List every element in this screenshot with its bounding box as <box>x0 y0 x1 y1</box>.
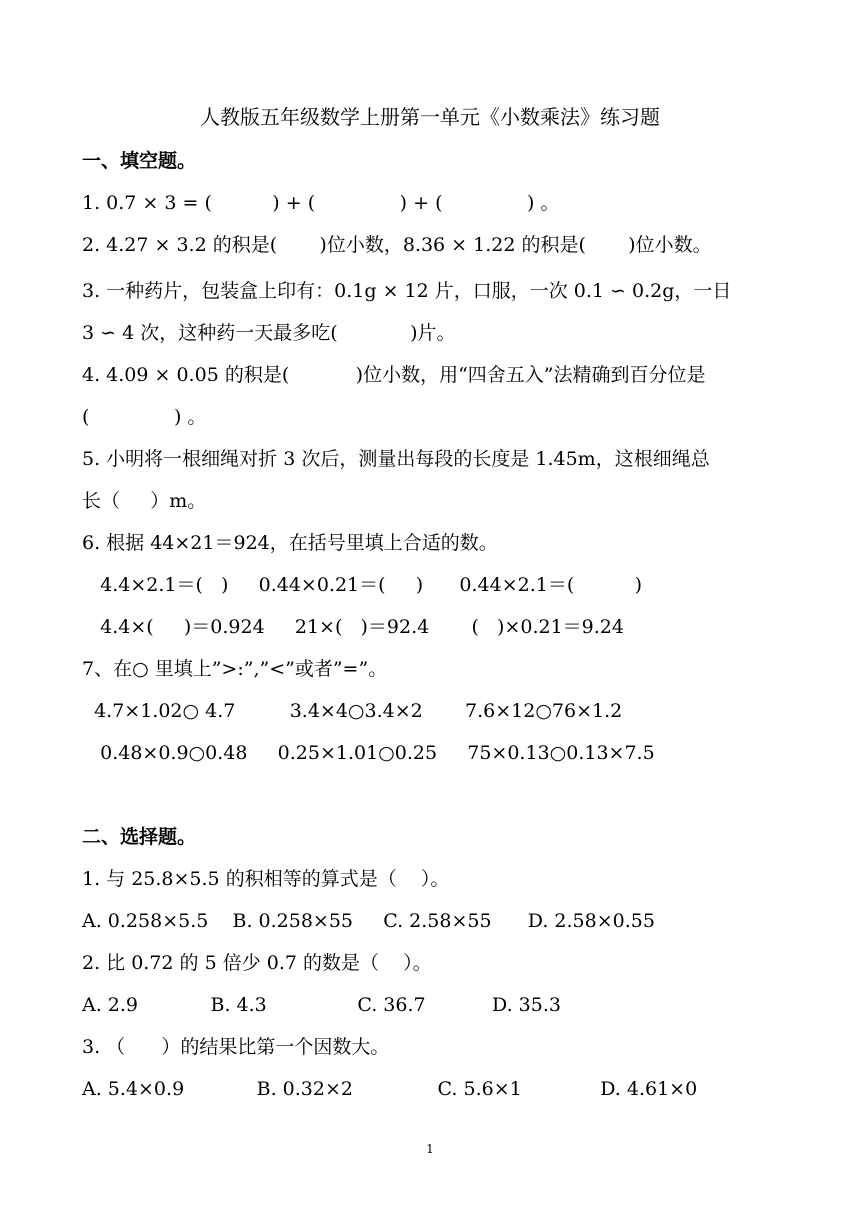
question-line: 3. 一种药片，包装盒上印有：0.1g × 12 片，口服，一次 0.1 ∽ 0.2g，一日 <box>82 280 732 302</box>
question-line: 0.48×0.9○0.48 0.25×1.01○0.25 75×0.13○0.13×7.5 <box>82 742 655 764</box>
question-line: 5. 小明将一根细绳对折 3 次后，测量出每段的长度是 1.45m，这根细绳总 <box>82 448 710 470</box>
page-title: 人教版五年级数学上册第一单元《小数乘法》练习题 <box>200 105 660 129</box>
question-line: 4.7×1.02○ 4.7 3.4×4○3.4×2 7.6×12○76×1.2 <box>82 700 623 722</box>
section-heading-fill-in: 一、填空题。 <box>82 150 197 172</box>
question-line: 3. （ ）的结果比第一个因数大。 <box>82 1036 390 1058</box>
question-line: 4. 4.09 × 0.05 的积是( )位小数，用“四舍五入”法精确到百分位是 <box>82 364 706 386</box>
question-line: 1. 0.7 × 3 = ( ) + ( ) + ( ) 。 <box>82 192 560 214</box>
page-number: 1 <box>426 1142 434 1156</box>
question-line: 2. 4.27 × 3.2 的积是( )位小数，8.36 × 1.22 的积是( )位小数。 <box>82 234 712 256</box>
question-line: 4.4×( )＝0.924 21×( )＝92.4 ( )×0.21＝9.24 <box>82 616 624 638</box>
question-line: 7、在○ 里填上”>:”,”<”或者”=”。 <box>82 658 388 680</box>
answer-options: A. 5.4×0.9 B. 0.32×2 C. 5.6×1 D. 4.61×0 <box>82 1078 698 1100</box>
question-line: 6. 根据 44×21＝924，在括号里填上合适的数。 <box>82 532 498 554</box>
question-line: 长（ ）m。 <box>82 490 207 512</box>
question-line: 4.4×2.1＝( ) 0.44×0.21＝( ) 0.44×2.1＝( ) <box>82 574 643 596</box>
question-line: 2. 比 0.72 的 5 倍少 0.7 的数是（ ）。 <box>82 952 432 974</box>
section-heading-multiple-choice: 二、选择题。 <box>82 826 197 848</box>
question-line: ( ) 。 <box>82 406 207 428</box>
question-line: 3 ∽ 4 次，这种药一天最多吃( )片。 <box>82 322 456 344</box>
answer-options: A. 0.258×5.5 B. 0.258×55 C. 2.58×55 D. 2.58×0.55 <box>82 910 655 932</box>
question-line: 1. 与 25.8×5.5 的积相等的算式是（ ）。 <box>82 868 450 890</box>
answer-options: A. 2.9 B. 4.3 C. 36.7 D. 35.3 <box>82 994 561 1016</box>
